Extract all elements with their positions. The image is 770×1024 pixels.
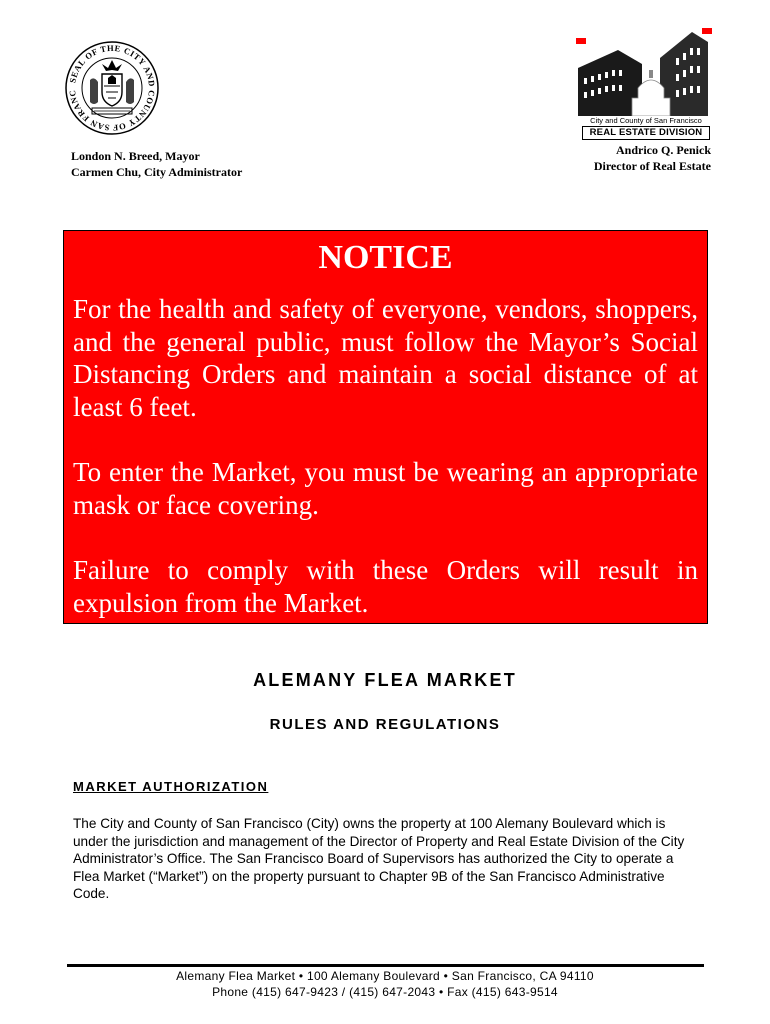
svg-text:SEAL OF THE CITY AND COUNTY OF: SEAL OF THE CITY AND COUNTY OF SAN FRANC [66, 42, 158, 134]
mayor-line: London N. Breed, Mayor [71, 149, 200, 163]
city-seal-icon [64, 40, 160, 136]
administrator-line: Carmen Chu, City Administrator [71, 165, 243, 179]
logo-caption-small: City and County of San Francisco [590, 116, 702, 125]
header-officials-left [71, 148, 242, 180]
footer-address: Alemany Flea Market • 100 Alemany Boulevard • San Francisco, CA 94110 [176, 969, 594, 983]
section-body: The City and County of San Francisco (City) owns the property at 100 Alemany Boulevard which is under the jurisdiction and management of the Director of Property and Real Estate Division of the City Administrator’s Office. The San Francisco Board of Supervisors has authorized the City to operate a Flea Market (“Market”) on the property pursuant to Chapter 9B of the San Francisco Administrative Code. [73, 816, 685, 901]
director-title: Director of Real Estate [593, 159, 711, 173]
document-subtitle: RULES AND REGULATIONS [269, 716, 501, 733]
footer-divider [67, 964, 704, 967]
section-heading: MARKET AUTHORIZATION [73, 779, 269, 794]
director-name: Andrico Q. Penick [616, 143, 711, 157]
footer-contact: Phone (415) 647-9423 / (415) 647-2043 • Fax (415) 643-9514 [212, 985, 558, 999]
header-officials-right [594, 142, 711, 174]
notice-box [63, 230, 708, 624]
footer [0, 968, 770, 1000]
real-estate-division-logo [576, 28, 712, 144]
logo-caption-large: REAL ESTATE DIVISION [582, 126, 710, 140]
notice-paragraph-expulsion: Failure to comply with these Orders will result in expulsion from the Market. [73, 555, 698, 618]
notice-paragraph-distancing: For the health and safety of everyone, vendors, shoppers, and the general public, must follow the Mayor’s Social Distancing Orders and maintain a social distance of at least 6 feet. [73, 294, 698, 422]
notice-title: NOTICE [318, 239, 453, 276]
notice-paragraph-mask: To enter the Market, you must be wearing an appropriate mask or face covering. [73, 457, 698, 520]
document-title: ALEMANY FLEA MARKET [253, 670, 517, 690]
